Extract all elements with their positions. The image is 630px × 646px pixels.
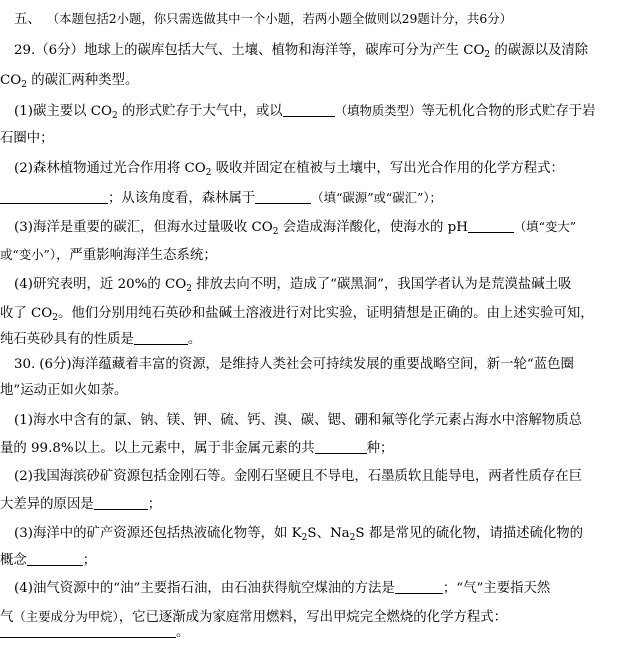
q29-p1-text-d: 石圈中； bbox=[0, 131, 54, 146]
q29-p3-hint-cont: 或“变小”） bbox=[0, 247, 57, 262]
q30-p2-answer-blank[interactable] bbox=[94, 495, 148, 510]
q30-p4-text-c: 气 bbox=[0, 610, 14, 625]
q30-part4-line1 bbox=[0, 576, 630, 602]
q29-p2-equation-blank[interactable] bbox=[0, 189, 108, 204]
section-number: 五、 bbox=[14, 12, 41, 27]
q30-p3-text-e: ； bbox=[82, 553, 97, 568]
q29-intro-text-d: 的碳汇两种类型。 bbox=[26, 73, 139, 88]
q30-part3-line2 bbox=[0, 548, 630, 574]
q29-p1-text-b: 的形式贮存于大气中，或以 bbox=[117, 104, 283, 119]
q30-p3-text-b: S、Na bbox=[307, 526, 350, 541]
section-header bbox=[0, 6, 630, 32]
q30-intro-line2 bbox=[0, 378, 630, 404]
q30-p2-text-b: 大差异的原因是 bbox=[0, 497, 94, 512]
q30-p4-text-e: 。 bbox=[176, 625, 190, 640]
q30-p4-equation-blank[interactable] bbox=[0, 623, 176, 638]
subscript-2: 2 bbox=[272, 227, 279, 237]
q30-part4-line3 bbox=[0, 620, 630, 646]
q29-part4-line3 bbox=[0, 327, 630, 353]
q29-p4-answer-blank[interactable] bbox=[134, 330, 188, 345]
subscript-2: 2 bbox=[301, 533, 308, 543]
q29-p3-text-b: 会造成海洋酸化，使海水的 pH bbox=[278, 220, 468, 235]
q30-part1-line1 bbox=[0, 408, 630, 434]
q29-p2-answer-blank[interactable] bbox=[255, 189, 311, 204]
q30-p1-text-a: (1)海水中含有的氯、钠、镁、钾、硫、钙、溴、碳、锶、硼和氟等化学元素占海水中溶解物质总 bbox=[14, 413, 582, 428]
subscript-2: 2 bbox=[112, 111, 118, 121]
subscript-2: 2 bbox=[186, 284, 192, 294]
q30-part3-line1 bbox=[0, 521, 630, 547]
q29-p3-answer-blank[interactable] bbox=[468, 218, 514, 233]
q30-score: (6分) bbox=[39, 357, 72, 372]
q29-part1-line2 bbox=[0, 126, 630, 152]
q29-p2-text-b: 吸收并固定在植被与土壤中，写出光合作用的化学方程式： bbox=[211, 161, 564, 176]
q29-p3-text-d: ，严重影响海洋生态系统； bbox=[56, 248, 217, 263]
q29-p4-text-a: (4)研究表明，近 20%的 CO bbox=[14, 277, 187, 292]
subscript-2: 2 bbox=[349, 533, 356, 543]
q29-p3-text-a: (3)海洋是重要的碳汇，但海水过量吸收 CO bbox=[14, 220, 273, 235]
q30-part2-line2 bbox=[0, 492, 630, 518]
q29-part3-line1 bbox=[0, 214, 630, 240]
q29-p1-text-a: (1)碳主要以 CO bbox=[14, 104, 113, 119]
q29-p1-text-c: 等无机化合物的形式贮存于岩 bbox=[421, 104, 596, 119]
q30-p4-answer-blank[interactable] bbox=[395, 579, 443, 594]
q30-p4-hint: （主要成分为甲烷） bbox=[13, 609, 119, 624]
q30-p3-text-a: (3)海洋中的矿产资源还包括热液硫化物等，如 K bbox=[14, 526, 302, 541]
q30-intro-line1 bbox=[0, 352, 630, 378]
subscript-2: 2 bbox=[21, 80, 27, 90]
q30-part1-line2 bbox=[0, 436, 630, 462]
q30-p3-text-d: 概念 bbox=[0, 553, 27, 568]
q30-part2-line1 bbox=[0, 464, 630, 490]
q29-intro-line1 bbox=[0, 38, 630, 64]
q29-p4-text-b: 排放去向不明，造成了“碳黑洞”，我国学者认为是荒漠盐碱土吸 bbox=[191, 277, 572, 292]
q29-part4-line2 bbox=[0, 301, 630, 327]
q29-p2-text-a: (2)森林植物通过光合作用将 CO bbox=[14, 161, 206, 176]
q29-p4-text-d: 。他们分别用纯石英砂和盐碱土溶液进行对比实验，证明猜想是正确的。由上述实验可知， bbox=[58, 306, 594, 321]
q29-part2-line2 bbox=[0, 185, 630, 211]
q29-p2-hint: （填“碳源”或“碳汇”）； bbox=[311, 190, 442, 205]
q29-p4-text-e: 纯石英砂具有的性质是 bbox=[0, 332, 134, 347]
q30-number: 30. bbox=[14, 357, 36, 372]
q29-p3-hint: （填“变大” bbox=[513, 219, 577, 234]
q29-part4-line1 bbox=[0, 272, 630, 298]
q30-p4-text-b: ；“气”主要指天然 bbox=[442, 581, 551, 596]
subscript-2: 2 bbox=[52, 313, 58, 323]
q29-p1-answer-blank[interactable] bbox=[283, 102, 335, 117]
q29-intro-line2 bbox=[0, 68, 630, 94]
subscript-2: 2 bbox=[205, 168, 212, 178]
q29-intro-text-b: 的碳源以及清除 bbox=[490, 43, 589, 58]
q30-p4-text-a: (4)油气资源中的“油”主要指石油，由石油获得航空煤油的方法是 bbox=[14, 581, 395, 596]
section-note: （本题包括2小题，你只需选做其中一个小题，若两小题全做则以29题计分，共6分） bbox=[46, 11, 512, 26]
q29-p1-hint: （填物质类型） bbox=[334, 103, 422, 118]
q30-p1-text-c: 种； bbox=[366, 441, 394, 456]
q30-p2-text-a: (2)我国海滨砂矿资源包括金刚石等。金刚石坚硬且不导电，石墨质软且能导电，两者性质存在巨 bbox=[14, 469, 582, 484]
q29-p2-text-c: ；从该角度看，森林属于 bbox=[108, 191, 256, 206]
q29-number: 29. bbox=[14, 43, 36, 58]
q30-p4-text-d: ，它已逐渐成为家庭常用燃料，写出甲烷完全燃烧的化学方程式： bbox=[118, 610, 508, 625]
q29-score: （6分） bbox=[35, 43, 84, 58]
q30-intro-text-b: 地”运动正如火如荼。 bbox=[0, 383, 128, 398]
q30-p1-text-b: 量的 99.8%以上。以上元素中，属于非金属元素的共 bbox=[0, 441, 315, 456]
q30-p3-answer-blank[interactable] bbox=[27, 551, 83, 566]
q30-intro-text-a: 海洋蕴藏着丰富的资源，是维持人类社会可持续发展的重要战略空间，新一轮“蓝色圈 bbox=[71, 357, 574, 372]
q30-p1-answer-blank[interactable] bbox=[315, 439, 367, 454]
subscript-2: 2 bbox=[484, 50, 491, 60]
q30-p2-text-c: ； bbox=[147, 497, 162, 512]
q29-part2-line1 bbox=[0, 156, 630, 182]
q29-p4-text-f: 。 bbox=[187, 332, 202, 347]
q29-intro-text-c: CO bbox=[0, 73, 22, 88]
q29-part3-line2 bbox=[0, 242, 630, 268]
q29-part1-line1 bbox=[0, 98, 630, 124]
q29-intro-text-a: 地球上的碳库包括大气、土壤、植物和海洋等，碳库可分为产生 CO bbox=[84, 43, 485, 58]
q29-p4-text-c: 收了 CO bbox=[0, 306, 53, 321]
q30-p3-text-c: S 都是常见的硫化物，请描述硫化物的 bbox=[355, 526, 584, 541]
